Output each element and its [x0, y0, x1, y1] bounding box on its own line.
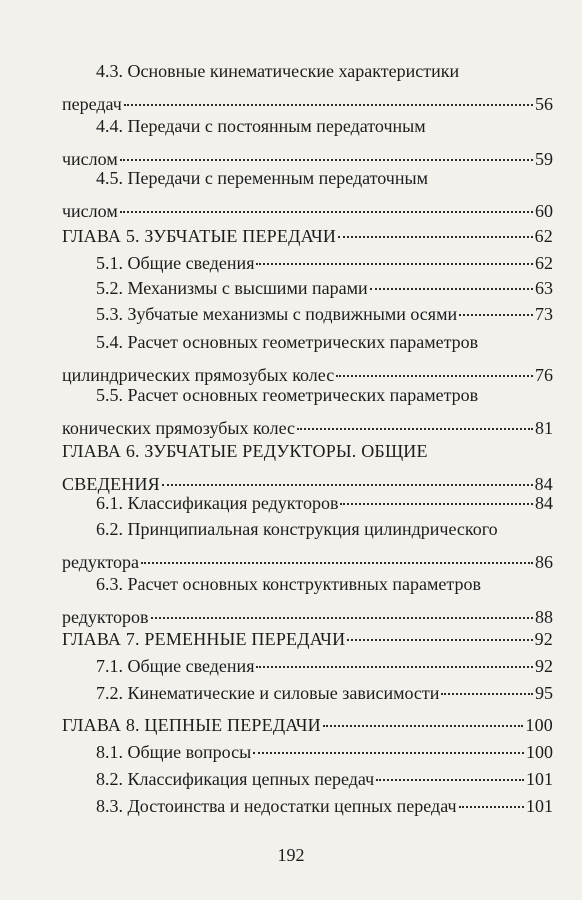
toc-page-number: 101	[526, 769, 553, 789]
toc-entry-title-line1: 4.3. Основные кинематические характеристики	[96, 61, 460, 81]
toc-entry-title-line1: 5.4. Расчет основных геометрических параметров	[96, 332, 479, 352]
toc-entry-title-line2: редуктора	[62, 552, 140, 572]
toc-entry-title-line2: цилиндрических прямозубых колес	[62, 365, 335, 385]
dot-leader	[459, 314, 533, 316]
toc-section-entry	[96, 303, 553, 325]
toc-entry-title-line1: 6.3. Расчет основных конструктивных параметров	[96, 574, 481, 594]
toc-section-entry	[62, 60, 553, 115]
dot-leader	[124, 104, 533, 106]
toc-page-number: 76	[535, 365, 553, 385]
toc-entry-title-line2: числом	[62, 201, 118, 221]
toc-section-entry	[96, 741, 553, 763]
dot-leader	[338, 236, 532, 238]
toc-entry-title-line1: ГЛАВА 6. ЗУБЧАТЫЕ РЕДУКТОРЫ. ОБЩИЕ	[62, 441, 428, 461]
toc-section-entry	[96, 768, 553, 790]
toc-page-number: 95	[535, 683, 553, 703]
toc-page-number: 62	[534, 226, 553, 246]
toc-entry-title-line1: 4.4. Передачи с постоянным передаточным	[96, 116, 426, 136]
toc-section-entry	[62, 115, 553, 170]
toc-page-number: 88	[535, 607, 553, 627]
toc-entry-title-line1: 4.5. Передачи с переменным передаточным	[96, 168, 428, 188]
toc-page-number: 86	[535, 552, 553, 572]
toc-page-number: 73	[535, 304, 553, 324]
dot-leader	[120, 159, 533, 161]
toc-entry-title: ГЛАВА 7. РЕМЕННЫЕ ПЕРЕДАЧИ	[62, 629, 346, 649]
toc-section-entry	[96, 252, 553, 274]
toc-entry-title: 8.2. Классификация цепных передач	[96, 769, 375, 789]
toc-entry-title-line2: редукторов	[62, 607, 149, 627]
toc-page-number: 101	[526, 796, 553, 816]
toc-page-number: 92	[535, 656, 553, 676]
dot-leader	[336, 375, 533, 377]
toc-section-entry	[62, 384, 553, 439]
toc-entry-title-line2: числом	[62, 149, 118, 169]
toc-entry-title: 7.1. Общие сведения	[96, 656, 255, 676]
toc-entry-title: ГЛАВА 5. ЗУБЧАТЫЕ ПЕРЕДАЧИ	[62, 226, 337, 246]
toc-page-number: 59	[535, 149, 553, 169]
toc-entry-title-line2: передач	[62, 94, 122, 114]
toc-entry-title: 8.1. Общие вопросы	[96, 742, 252, 762]
toc-page-number: 81	[535, 418, 553, 438]
toc-entry-title: 5.1. Общие сведения	[96, 253, 255, 273]
dot-leader	[459, 806, 524, 808]
toc-section-entry	[96, 682, 553, 704]
toc-entry-title: 5.2. Механизмы с высшими парами	[96, 278, 368, 298]
toc-section-entry	[62, 167, 553, 222]
toc-entry-title: 6.1. Классификация редукторов	[96, 493, 339, 513]
toc-section-entry	[96, 492, 553, 514]
toc-page-number: 84	[535, 493, 553, 513]
dot-leader	[151, 617, 533, 619]
dot-leader	[297, 428, 533, 430]
toc-entry-title-line2: СВЕДЕНИЯ	[62, 474, 160, 494]
toc-chapter-entry	[62, 225, 553, 247]
dot-leader	[340, 503, 533, 505]
toc-page-number: 62	[535, 253, 553, 273]
dot-leader	[162, 484, 533, 486]
toc-chapter-entry	[62, 714, 553, 736]
toc-section-entry	[62, 331, 553, 386]
page-number: 192	[277, 845, 305, 865]
toc-section-entry	[62, 518, 553, 573]
toc-section-entry	[62, 573, 553, 628]
toc-page-number: 84	[534, 474, 553, 494]
toc-chapter-entry	[62, 440, 553, 495]
toc-section-entry	[96, 655, 553, 677]
toc-section-entry	[96, 795, 553, 817]
toc-chapter-entry	[62, 628, 553, 650]
toc-page-number: 56	[535, 94, 553, 114]
toc-page-number: 92	[534, 629, 553, 649]
dot-leader	[323, 725, 524, 727]
dot-leader	[256, 263, 533, 265]
toc-entry-title: 8.3. Достоинства и недостатки цепных передач	[96, 796, 457, 816]
toc-entry-title-line2: конических прямозубых колес	[62, 418, 296, 438]
toc-section-entry	[96, 277, 553, 299]
toc-page-number: 100	[525, 715, 553, 735]
toc-entry-title: ГЛАВА 8. ЦЕПНЫЕ ПЕРЕДАЧИ	[62, 715, 321, 735]
toc-page-number: 63	[535, 278, 553, 298]
dot-leader	[253, 752, 524, 754]
toc-entry-title-line1: 5.5. Расчет основных геометрических параметров	[96, 385, 479, 405]
toc-entry-title-line1: 6.2. Принципиальная конструкция цилиндрического	[96, 519, 498, 539]
dot-leader	[347, 639, 532, 641]
toc-entry-title: 7.2. Кинематические и силовые зависимости	[96, 683, 440, 703]
dot-leader	[120, 211, 533, 213]
dot-leader	[370, 288, 533, 290]
dot-leader	[376, 779, 524, 781]
dot-leader	[141, 562, 533, 564]
dot-leader	[256, 666, 533, 668]
toc-entry-title: 5.3. Зубчатые механизмы с подвижными осями	[96, 304, 458, 324]
toc-page-number: 60	[535, 201, 553, 221]
toc-page-number: 100	[526, 742, 553, 762]
dot-leader	[441, 693, 533, 695]
